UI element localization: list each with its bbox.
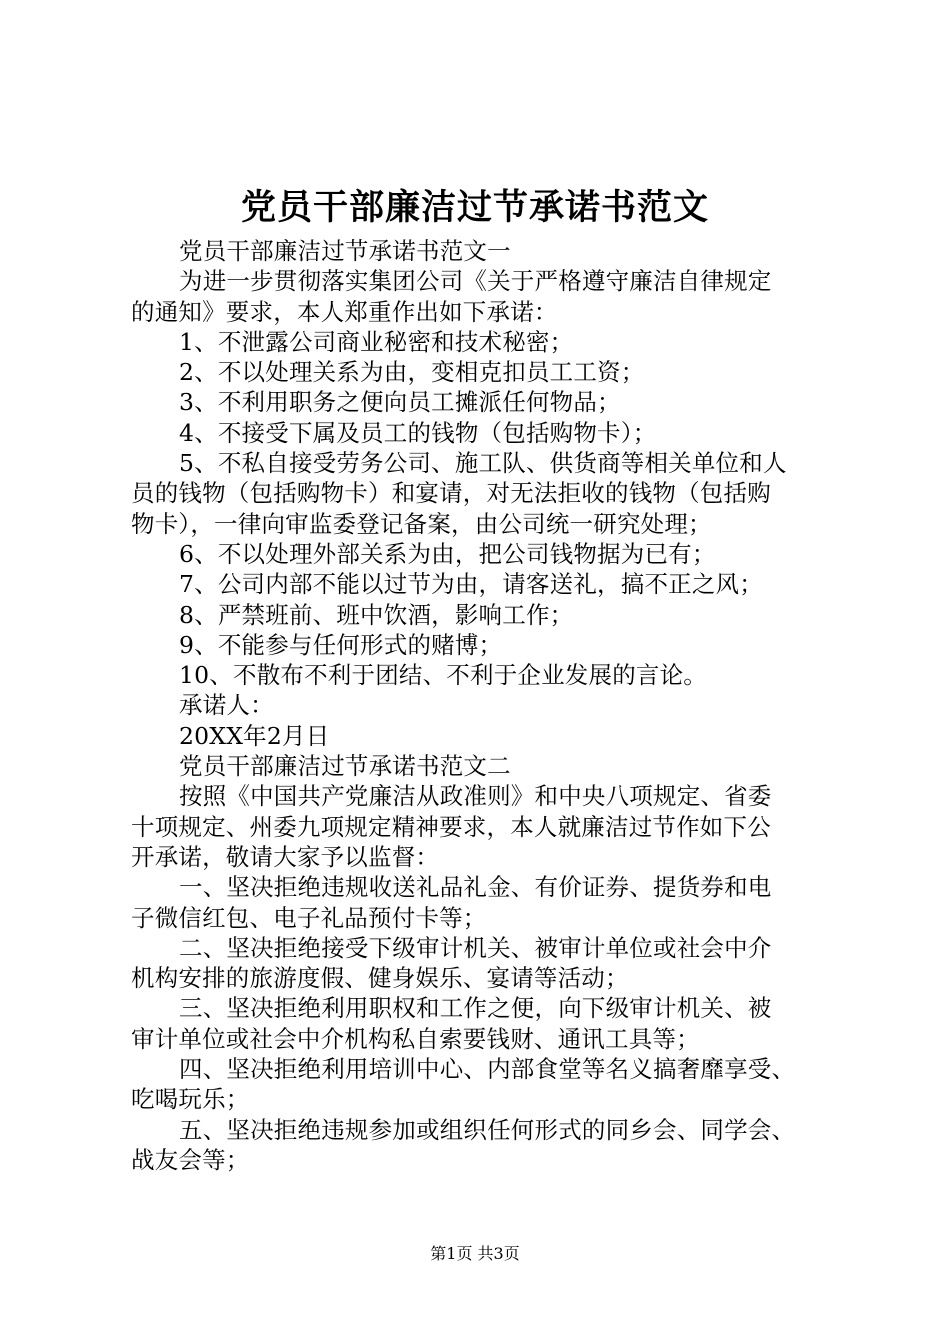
page-footer: 第1页 共3页: [430, 1244, 520, 1263]
text-line: 员的钱物（包括购物卡）和宴请，对无法拒收的钱物（包括购: [131, 479, 771, 508]
text-line: 吃喝玩乐；: [131, 1085, 250, 1114]
text-line: 为进一步贯彻落实集团公司《关于严格遵守廉洁自律规定: [179, 267, 772, 296]
text-line: 5、不私自接受劳务公司、施工队、供货商等相关单位和人: [179, 449, 787, 478]
text-line: 按照《中国共产党廉洁从政准则》和中央八项规定、省委: [179, 782, 772, 811]
text-line: 子微信红包、电子礼品预付卡等；: [131, 903, 487, 932]
text-line: 十项规定、州委九项规定精神要求，本人就廉洁过节作如下公: [131, 812, 771, 841]
text-line: 战友会等；: [131, 1145, 250, 1174]
text-line: 开承诺，敬请大家予以监督：: [131, 842, 440, 871]
text-line: 4、不接受下属及员工的钱物（包括购物卡）；: [179, 418, 657, 447]
text-line: 党员干部廉洁过节承诺书范文二: [179, 752, 511, 781]
text-line: 四、坚决拒绝利用培训中心、内部食堂等名义搞奢靡享受、: [179, 1055, 796, 1084]
text-line: 1、不泄露公司商业秘密和技术秘密；: [179, 327, 574, 356]
document-title: 党员干部廉洁过节承诺书范文: [240, 187, 709, 228]
text-line: 9、不能参与任何形式的赌博；: [179, 630, 503, 659]
text-line: 8、严禁班前、班中饮酒，影响工作；: [179, 600, 574, 629]
text-line: 二、坚决拒绝接受下级审计机关、被审计单位或社会中介: [179, 933, 772, 962]
text-line: 党员干部廉洁过节承诺书范文一: [179, 237, 511, 265]
text-line: 的通知》要求，本人郑重作出如下承诺：: [131, 297, 558, 326]
text-line: 一、坚决拒绝违规收送礼品礼金、有价证券、提货券和电: [179, 873, 772, 902]
text-line: 物卡），一律向审监委登记备案，由公司统一研究处理；: [131, 509, 712, 538]
document-body: [131, 236, 836, 1175]
text-line: 承诺人：: [179, 691, 274, 720]
text-line: 6、不以处理外部关系为由，把公司钱物据为已有；: [179, 539, 716, 568]
text-line: 3、不利用职务之便向员工摊派任何物品；: [179, 388, 621, 417]
text-line: 机构安排的旅游度假、健身娱乐、宴请等活动；: [131, 964, 629, 993]
text-line: 2、不以处理关系为由，变相克扣员工工资；: [179, 358, 645, 387]
text-line: 五、坚决拒绝违规参加或组织任何形式的同乡会、同学会、: [179, 1115, 796, 1144]
text-line: 审计单位或社会中介机构私自索要钱财、通讯工具等；: [131, 1024, 700, 1053]
text-line: 三、坚决拒绝利用职权和工作之便，向下级审计机关、被: [179, 994, 772, 1023]
text-line: 7、公司内部不能以过节为由，请客送礼，搞不正之风；: [179, 570, 763, 599]
text-line: 20XX年2月日: [179, 721, 330, 750]
text-line: 10、不散布不利于团结、不利于企业发展的言论。: [179, 661, 708, 690]
